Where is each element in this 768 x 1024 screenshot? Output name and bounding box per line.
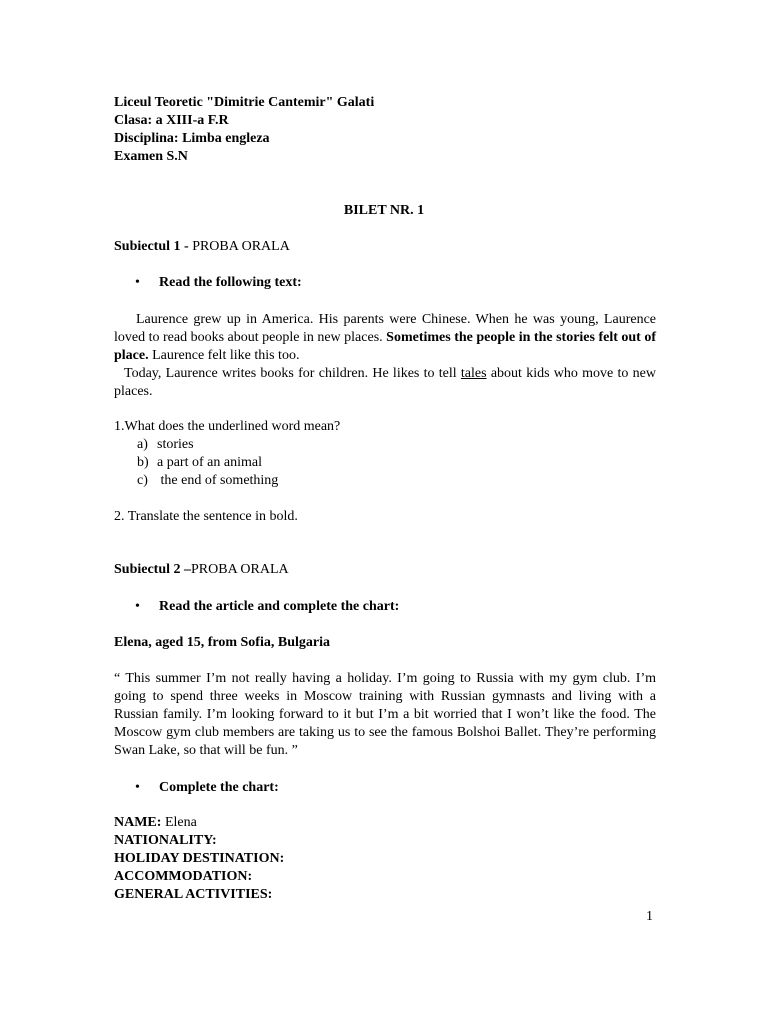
- reading-text: [114, 311, 656, 401]
- ticket-title: BILET NR. 1: [343, 203, 425, 218]
- chart-row-key: GENERAL ACTIVITIES:: [114, 887, 273, 902]
- underlined-word: tales: [460, 366, 487, 381]
- chart-row-name: [114, 814, 284, 832]
- bold-sentence: Sometimes the people in the stories felt out of place.: [114, 330, 656, 363]
- reading-text-part: Laurence felt like this too.: [148, 348, 300, 363]
- section1-instruction-text: Read the following text:: [159, 275, 302, 290]
- section2-instruction-text: Read the article and complete the chart:: [159, 599, 400, 614]
- reading-text-part: Today, Laurence writes books for children. He likes to tell: [124, 366, 461, 381]
- page-number: 1: [646, 909, 653, 924]
- chart-instruction-text: Complete the chart:: [159, 780, 279, 795]
- bullet-icon: •: [135, 780, 140, 795]
- option-letter: c): [137, 473, 148, 488]
- option-c: [137, 472, 278, 490]
- chart-row-key: NATIONALITY:: [114, 833, 217, 848]
- bullet-icon: •: [135, 599, 140, 614]
- article-paragraph: “ This summer I’m not really having a holiday. I’m going to Russia with my gym club. I’m going to spend three weeks in Moscow training with Russian gymnasts and living with a Russian family. I’m looking forward to it but I’m a bit worried that I won’t like the food. The Moscow gym club members are taking us to see the famous Bolshoi Ballet. They’re performing Swan Lake, so that will be fun. ”: [114, 671, 656, 758]
- option-letter: a): [137, 437, 148, 452]
- article-text: [114, 670, 656, 760]
- school-name: Liceul Teoretic "Dimitrie Cantemir" Galati: [114, 95, 375, 110]
- answer-options: [137, 436, 278, 490]
- reading-text-part: about kids who move to new places.: [114, 366, 656, 399]
- chart-instruction: [135, 779, 279, 797]
- option-a: [137, 436, 278, 454]
- section1-heading: [114, 238, 290, 256]
- section2-heading: [114, 561, 289, 579]
- option-b: [137, 454, 278, 472]
- section1-instruction: [135, 274, 302, 292]
- question-1: 1.What does the underlined word mean?: [114, 419, 341, 434]
- article-person: Elena, aged 15, from Sofia, Bulgaria: [114, 635, 330, 650]
- section2-heading-rest: PROBA ORALA: [191, 562, 289, 577]
- document-header: [114, 94, 614, 166]
- reading-paragraph-2: [114, 365, 656, 401]
- option-text: stories: [157, 437, 194, 452]
- chart-row-value: Elena: [161, 815, 197, 830]
- chart-row-destination: [114, 850, 284, 868]
- chart-row-activities: [114, 886, 284, 904]
- chart-row-accommodation: [114, 868, 284, 886]
- chart-row-key: ACCOMMODATION:: [114, 869, 253, 884]
- completion-chart: [114, 814, 284, 904]
- section2-heading-label: Subiectul 2 –: [114, 562, 192, 577]
- section1-heading-label: Subiectul 1 -: [114, 239, 189, 254]
- reading-text-part: Laurence grew up in America. His parents were Chinese. When he was young, Laurence loved to read books about people in new places.: [114, 312, 656, 345]
- section2-instruction: [135, 598, 399, 616]
- subject-line: Disciplina: Limba engleza: [114, 131, 270, 146]
- option-letter: b): [137, 455, 149, 470]
- option-text: a part of an animal: [157, 455, 262, 470]
- option-text: the end of something: [157, 473, 279, 488]
- reading-paragraph-1: [114, 311, 656, 365]
- section1-heading-rest: PROBA ORALA: [188, 239, 290, 254]
- bullet-icon: •: [135, 275, 140, 290]
- chart-row-key: HOLIDAY DESTINATION:: [114, 851, 285, 866]
- chart-row-key: NAME:: [114, 815, 162, 830]
- chart-row-nationality: [114, 832, 284, 850]
- question-2: 2. Translate the sentence in bold.: [114, 509, 298, 524]
- class-line: Clasa: a XIII-a F.R: [114, 113, 229, 128]
- exam-line: Examen S.N: [114, 149, 188, 164]
